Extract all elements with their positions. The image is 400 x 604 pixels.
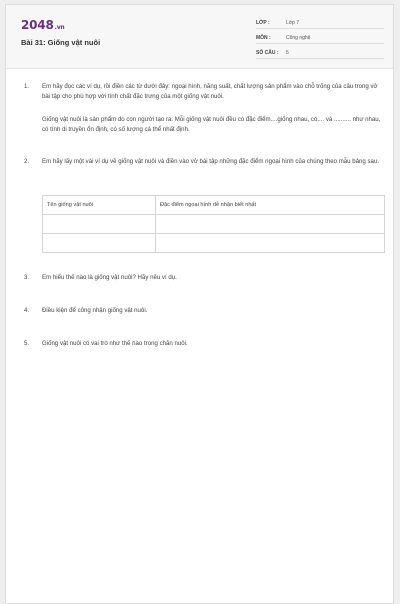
example-table <box>42 195 385 253</box>
meta-count-label: SỐ CÂU : <box>256 50 279 56</box>
meta-count-row <box>256 47 384 59</box>
table-cell[interactable] <box>43 215 156 234</box>
worksheet-page <box>5 4 394 604</box>
site-logo[interactable] <box>21 18 64 32</box>
worksheet-header <box>6 5 393 69</box>
logo-main: 2048 <box>21 18 54 32</box>
logo-suffix: .vn <box>54 24 65 31</box>
meta-class-row <box>256 17 384 29</box>
question-number: 2. <box>24 158 30 165</box>
question-text: Điều kiện để công nhận giống vật nuôi. <box>42 307 148 314</box>
meta-count-value: 5 <box>286 50 289 56</box>
meta-class-label: LỚP : <box>256 20 270 26</box>
table-header-cell: Tên giống vật nuôi <box>43 196 156 215</box>
table-header-cell: Đặc điểm ngoại hình dễ nhận biết nhất <box>156 196 385 215</box>
question-text: Em hiểu thế nào là giống vật nuôi? Hãy nêu ví dụ. <box>42 274 177 281</box>
meta-subject-label: MÔN : <box>256 35 271 41</box>
lesson-title: Bài 31: Giống vật nuôi <box>21 38 101 47</box>
question-number: 4. <box>24 307 30 314</box>
table-row <box>43 215 385 234</box>
question-text: Em hãy lấy một vài ví dụ về giống vật nuôi và điền vào vở bài tập những đặc điểm ngoại hình của chúng theo mẫu bảng sau. <box>42 158 380 165</box>
question-number: 3. <box>24 274 30 281</box>
question-number: 5. <box>24 340 30 347</box>
meta-subject-value: Công nghệ <box>286 35 311 41</box>
question-text: Giống vật nuôi có vai trò như thế nào trong chăn nuôi. <box>42 340 188 347</box>
table-cell[interactable] <box>156 234 385 253</box>
table-cell[interactable] <box>43 234 156 253</box>
question-passage: Giống vật nuôi là sản phẩm do con người tạo ra. Mỗi giống vật nuôi đều có đặc điểm....giống nhau, có.... và .......... như nhau, có tính di truyền ổn định, có số lượng cá thể nhất định. <box>42 116 381 133</box>
meta-class-value: Lớp 7 <box>286 20 300 26</box>
table-cell[interactable] <box>156 215 385 234</box>
question-text: Em hãy đọc các ví dụ, rồi điền các từ dưới đây: ngoại hình, năng suất, chất lượng sản phẩm vào chỗ trống của câu trong vở bài tập cho phù hợp với tính chất đặc trưng của một giống vật nuôi. <box>42 83 378 100</box>
table-row <box>43 234 385 253</box>
table-header-row <box>43 196 385 215</box>
meta-subject-row <box>256 32 384 44</box>
question-number: 1. <box>24 83 30 90</box>
